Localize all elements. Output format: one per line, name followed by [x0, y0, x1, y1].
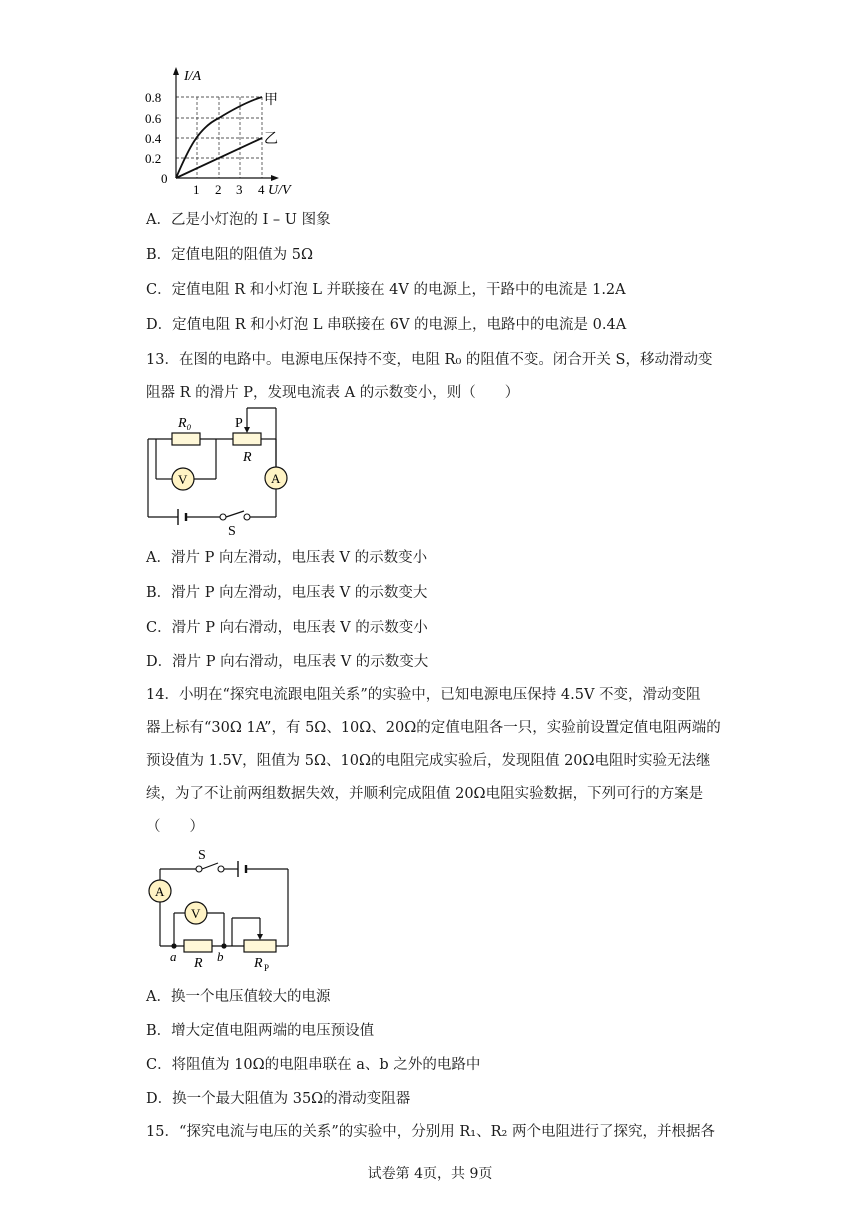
- x-tick-1: 1: [193, 182, 200, 197]
- q14-rp-subscript: P: [264, 963, 270, 973]
- q14-ammeter: A: [155, 884, 165, 899]
- x-tick-4: 4: [258, 182, 265, 197]
- q13-option-a: A．滑片 P 向左滑动，电压表 V 的示数变小: [146, 550, 428, 566]
- x-tick-3: 3: [236, 182, 243, 197]
- q13-option-b: B．滑片 P 向左滑动，电压表 V 的示数变大: [146, 585, 428, 601]
- line-yi-label: 乙: [264, 132, 278, 147]
- q14-stem-line1: 14．小明在“探究电流跟电阻关系”的实验中，已知电源电压保持 4.5V 不变，滑动变阻: [146, 687, 701, 703]
- y-tick-04: 0.4: [145, 131, 162, 146]
- q14-stem-line2: 器上标有“30Ω 1A”，有 5Ω、10Ω、20Ω的定值电阻各一只，实验前设置定值电阻两端的: [146, 720, 721, 736]
- y-axis-label: I/A: [184, 69, 202, 84]
- q13-p-label: P: [235, 416, 243, 431]
- q15-stem-line1: 15．“探究电流与电压的关系”的实验中，分别用 R₁、R₂ 两个电阻进行了探究，并根据各: [146, 1124, 715, 1140]
- origin-label: 0: [161, 171, 168, 186]
- q13-switch-label: S: [228, 524, 236, 537]
- q12-option-a: A．乙是小灯泡的 I – U 图象: [146, 212, 331, 228]
- q14-option-b: B．增大定值电阻两端的电压预设值: [146, 1023, 375, 1039]
- y-tick-08: 0.8: [145, 90, 162, 105]
- q14-stem-line4: 续，为了不让前两组数据失效，并顺利完成阻值 20Ω电阻实验数据，下列可行的方案是: [146, 786, 704, 802]
- q13-r-label: R: [243, 450, 252, 465]
- q13-voltmeter: V: [178, 472, 188, 487]
- x-tick-2: 2: [215, 182, 222, 197]
- q12-option-d: D．定值电阻 R 和小灯泡 L 串联接在 6V 的电源上，电路中的电流是 0.4A: [146, 317, 627, 333]
- q14-circuit: [140, 843, 300, 973]
- q14-option-c: C．将阻值为 10Ω的电阻串联在 a、b 之外的电路中: [146, 1057, 481, 1073]
- q14-b-label: b: [217, 949, 224, 964]
- iu-graph: [140, 58, 310, 198]
- y-tick-02: 0.2: [145, 151, 162, 166]
- q14-a-label: a: [170, 949, 177, 964]
- q14-stem-line5: （ ）: [146, 819, 204, 835]
- q13-option-c: C．滑片 P 向右滑动，电压表 V 的示数变小: [146, 620, 428, 636]
- q14-option-d: D．换一个最大阻值为 35Ω的滑动变阻器: [146, 1091, 411, 1107]
- q13-option-d: D．滑片 P 向右滑动，电压表 V 的示数变大: [146, 654, 429, 670]
- y-tick-06: 0.6: [145, 111, 162, 126]
- q14-rp-label: R: [254, 956, 263, 971]
- q14-stem-line3: 预设值为 1.5V，阻值为 5Ω、10Ω的电阻完成实验后，发现阻值 20Ω电阻时实验无法继: [146, 753, 711, 769]
- q14-option-a: A．换一个电压值较大的电源: [146, 989, 331, 1005]
- q13-circuit: [140, 405, 300, 537]
- q12-option-c: C．定值电阻 R 和小灯泡 L 并联接在 4V 的电源上，干路中的电流是 1.2A: [146, 282, 626, 298]
- page-footer: 试卷第 4页，共 9页: [367, 1166, 493, 1182]
- q14-r-label: R: [194, 956, 203, 971]
- q13-stem-line1: 13．在图的电路中。电源电压保持不变，电阻 R₀ 的阻值不变。闭合开关 S，移动滑动变: [146, 352, 713, 368]
- q14-voltmeter: V: [191, 906, 201, 921]
- q14-switch-label: S: [198, 848, 206, 863]
- q13-ammeter: A: [271, 471, 281, 486]
- x-axis-label: U/V: [268, 183, 291, 198]
- q13-stem-line2: 阻器 R 的滑片 P，发现电流表 A 的示数变小，则（ ）: [146, 385, 520, 401]
- q13-r0-label: R₀: [178, 416, 192, 431]
- q12-option-b: B．定值电阻的阻值为 5Ω: [146, 247, 314, 263]
- curve-jia-label: 甲: [264, 93, 278, 108]
